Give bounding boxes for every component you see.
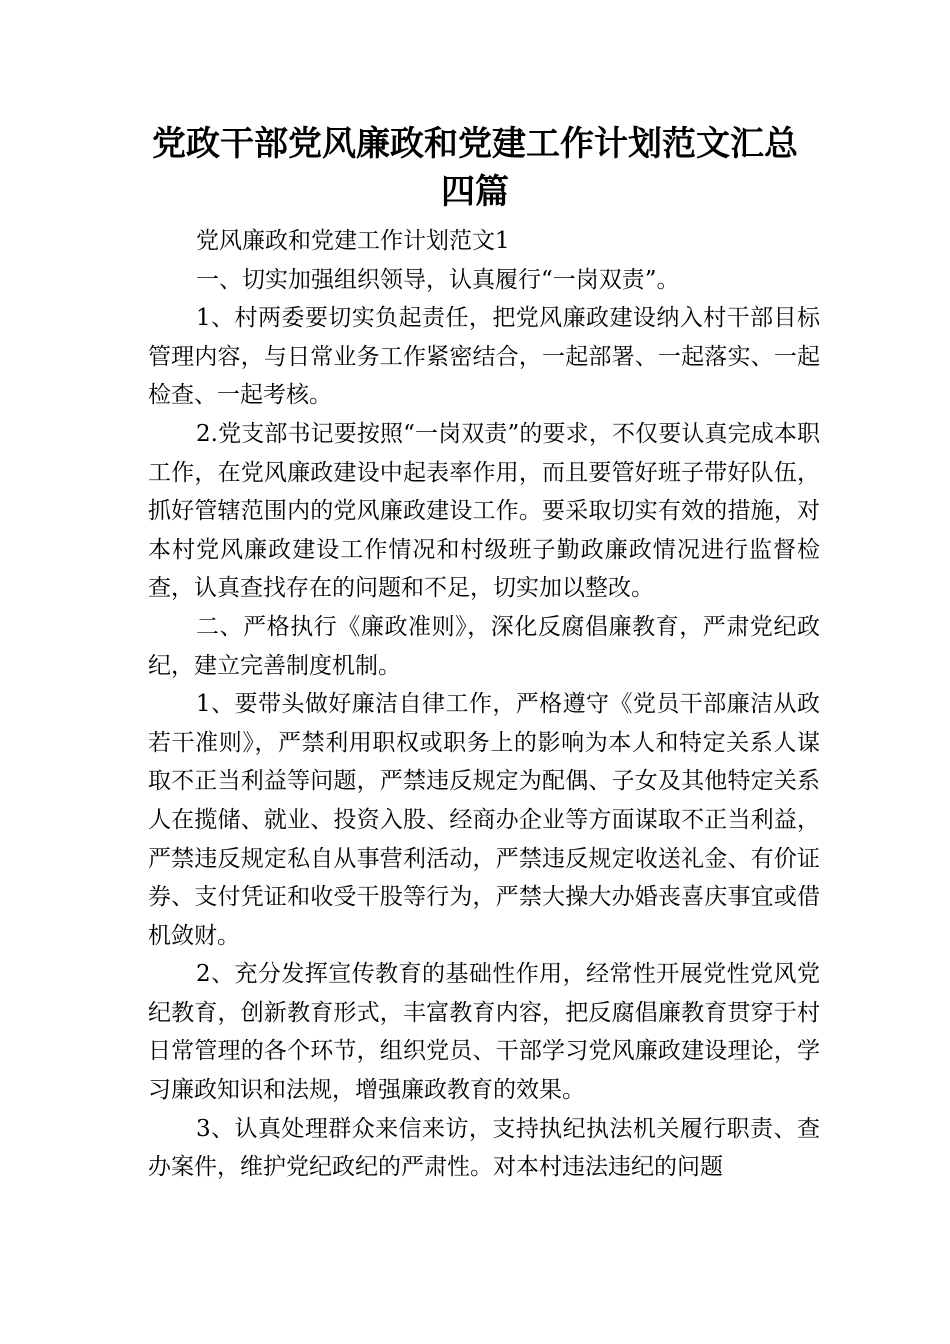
paragraph: 1、要带头做好廉洁自律工作，严格遵守《党员干部廉洁从政若干准则》，严禁利用职权或职务上的影响为本人和特定关系人谋取不正当利益等问题，严禁违反规定为配偶、子女及其他特定关系人在揽储、就业、投资入股、经商办企业等方面谋取不正当利益，严禁违反规定私自从事营利活动，严禁违反规定收送礼金、有价证券、支付凭证和收受干股等行为，严禁大操大办婚丧喜庆事宜或借机敛财。 — [148, 691, 820, 949]
paragraph: 二、严格执行《廉政准则》，深化反腐倡廉教育，严肃党纪政纪，建立完善制度机制。 — [148, 613, 820, 679]
document-title-line2: 四篇 — [441, 172, 509, 212]
section-heading: 党风廉政和党建工作计划范文1 — [196, 228, 510, 254]
paragraph: 2.党支部书记要按照“一岗双责”的要求，不仅要认真完成本职工作，在党风廉政建设中起表率作用，而且要管好班子带好队伍，抓好管辖范围内的党风廉政建设工作。要采取切实有效的措施，对本村党风廉政建设工作情况和村级班子勤政廉政情况进行监督检查，认真查找存在的问题和不足，切实加以整改。 — [148, 420, 820, 602]
paragraph: 一、切实加强组织领导，认真履行“一岗双责”。 — [196, 266, 680, 293]
paragraph: 2、充分发挥宣传教育的基础性作用，经常性开展党性党风党纪教育，创新教育形式，丰富教育内容，把反腐倡廉教育贯穿于村日常管理的各个环节，组织党员、干部学习党风廉政建设理论，学习廉政知识和法规，增强廉政教育的效果。 — [148, 961, 820, 1104]
document-title-line1: 党政干部党风廉政和党建工作计划范文汇总 — [152, 124, 798, 164]
paragraph: 1、村两委要切实负起责任，把党风廉政建设纳入村干部目标管理内容，与日常业务工作紧密结合，一起部署、一起落实、一起检查、一起考核。 — [148, 305, 820, 409]
paragraph: 3、认真处理群众来信来访，支持执纪执法机关履行职责、查办案件，维护党纪政纪的严肃性。对本村违法违纪的问题 — [148, 1115, 820, 1181]
document-body — [148, 222, 820, 1187]
